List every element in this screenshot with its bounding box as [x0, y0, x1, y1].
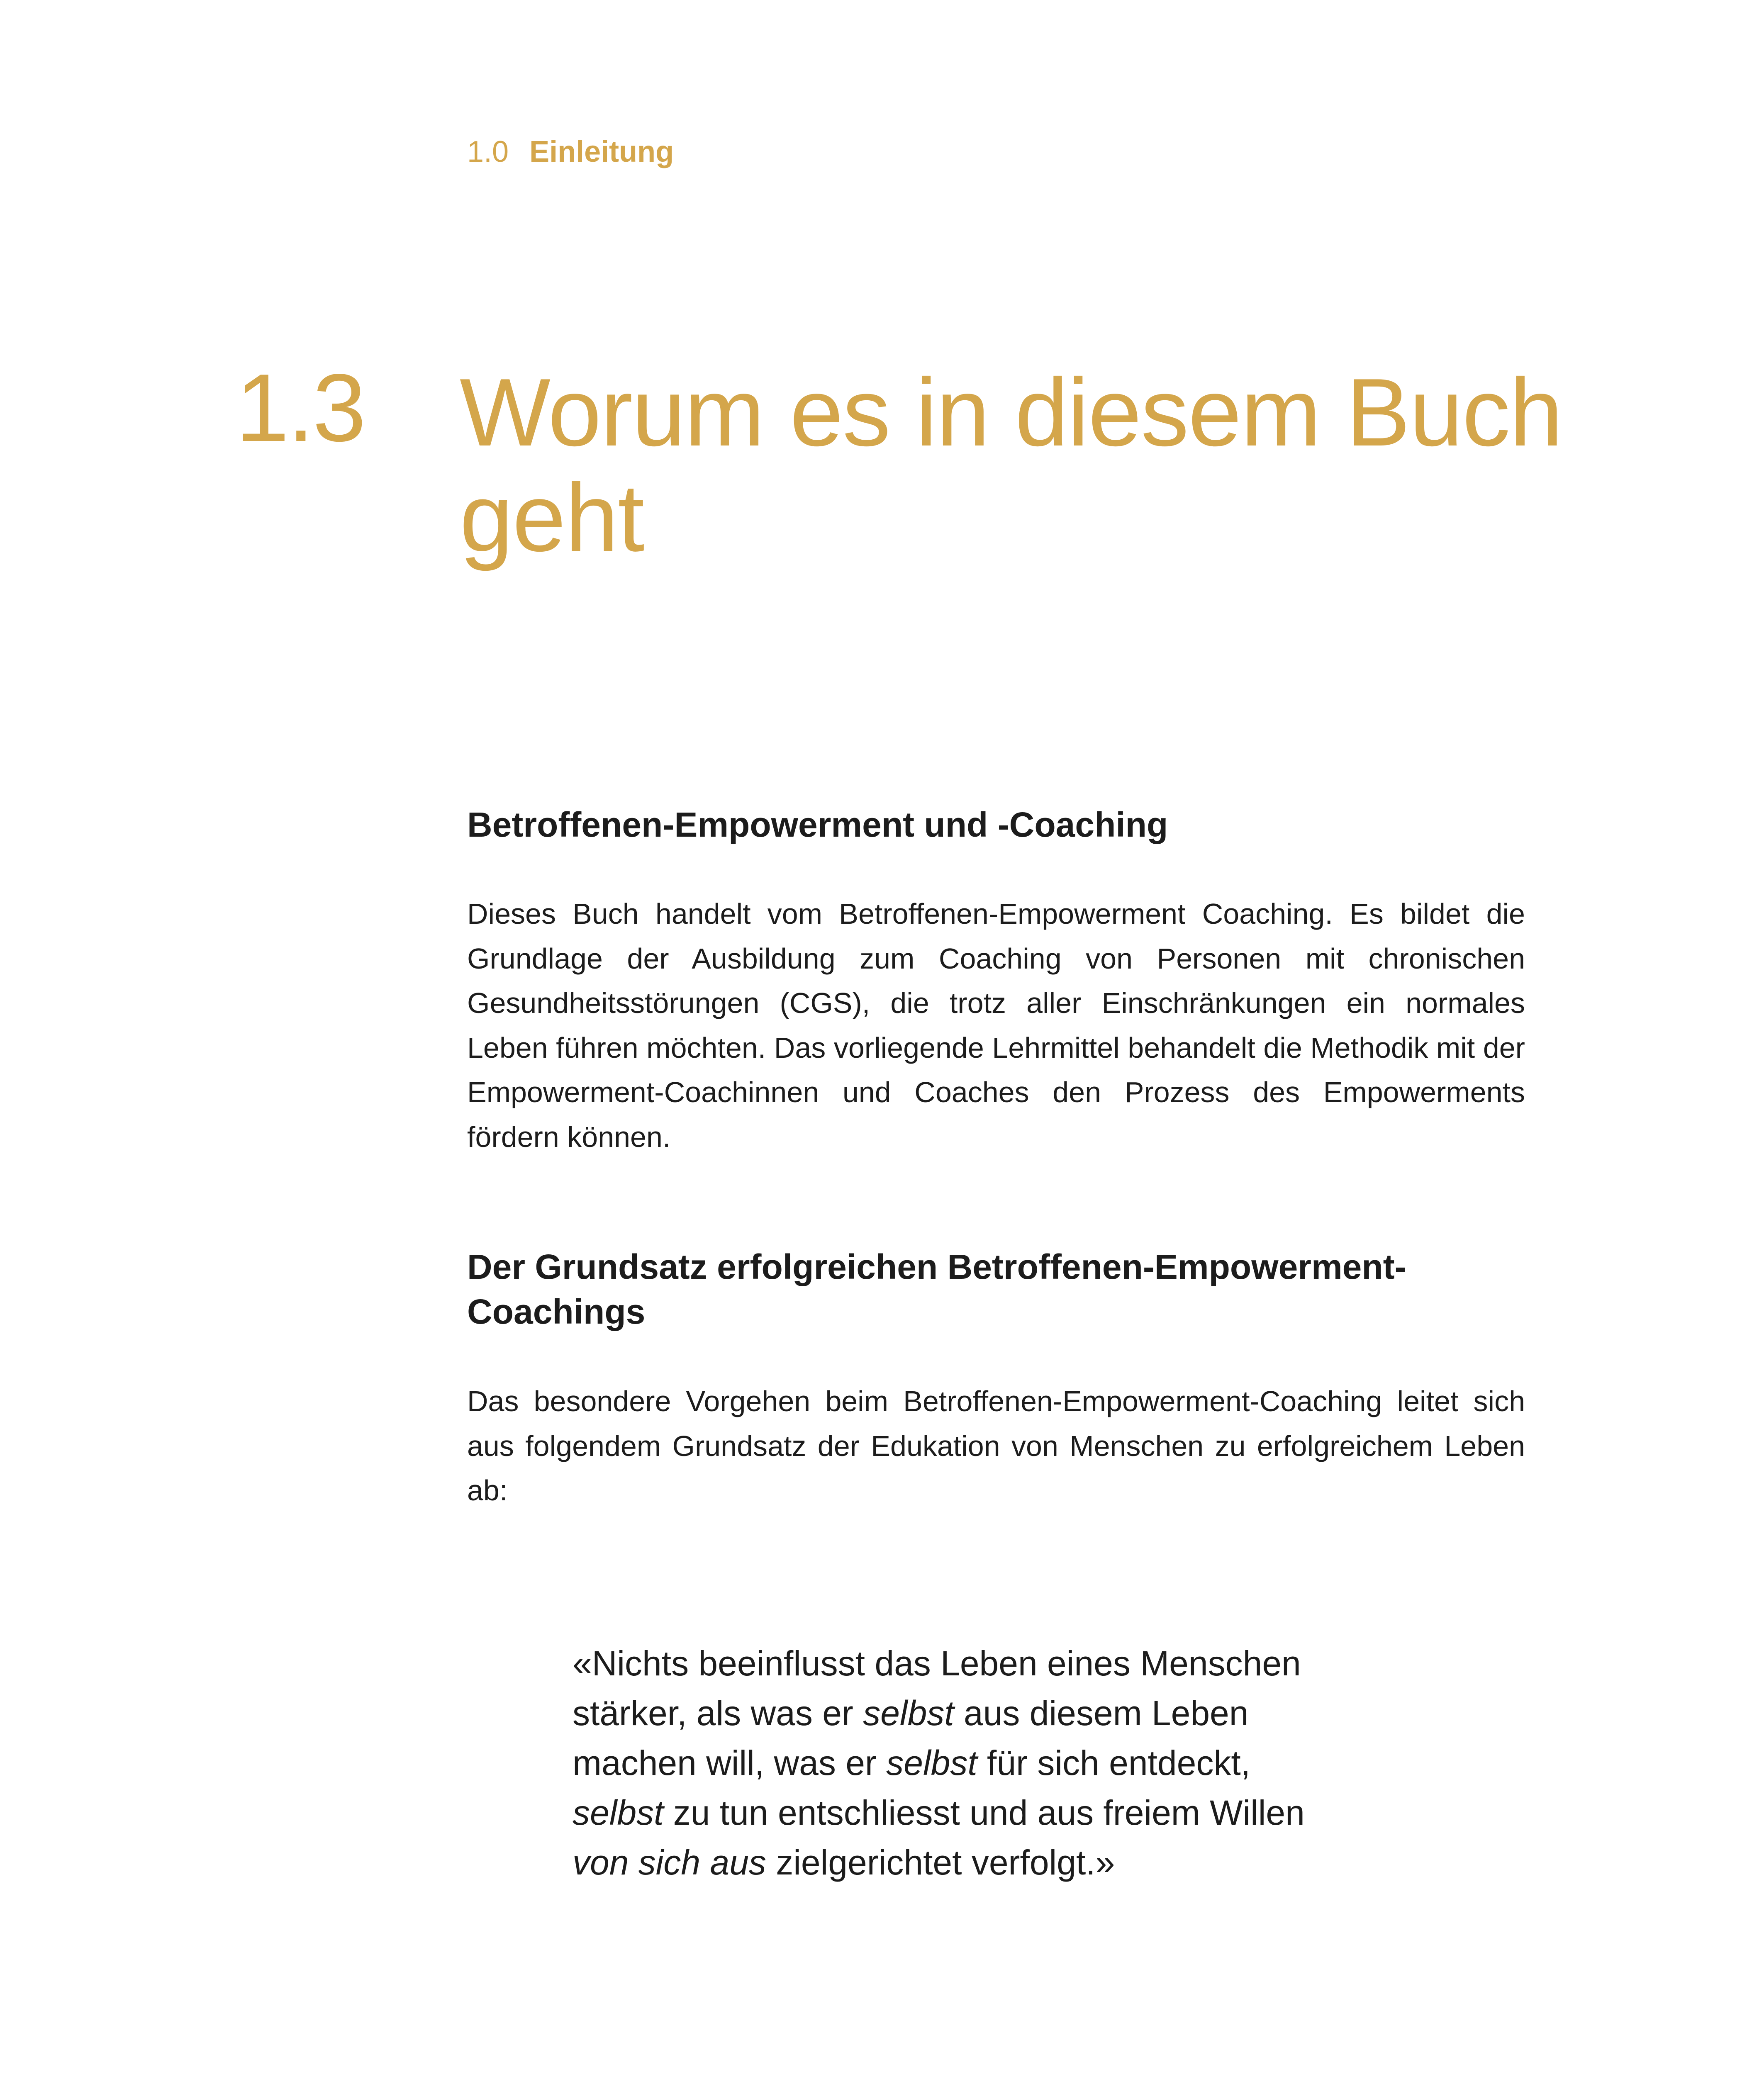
principle-quote — [573, 1638, 1402, 1887]
quote-line-4: selbst zu tun entschliesst und aus freiem Willen — [573, 1793, 1305, 1832]
quote-line-5: von sich aus zielgerichtet verfolgt.» — [573, 1843, 1115, 1882]
running-header — [467, 137, 674, 167]
chapter-title: Einleitung — [529, 135, 674, 168]
section-title: Worum es in diesem Buch geht — [460, 359, 1562, 572]
subsection-heading-grundsatz: Der Grundsatz erfolgreichen Betroffenen-Empowerment-Coachings — [467, 1247, 1406, 1331]
quote-line-1: «Nichts beeinflusst das Leben eines Menschen — [573, 1644, 1301, 1683]
paragraph-empowerment: Dieses Buch handelt vom Betroffenen-Empowerment Coaching. Es bildet die Grundlage der Ausbildung zum Coaching von Personen mit chronischen Gesundheitsstörungen (CGS), die trotz aller Einschränkungen ein normales Leben führen möchten. Das vorliegende Lehrmittel behandelt die Methodik mit der Empowerment-Coachinnen und Coaches den Prozess des Empowerments fördern können. — [467, 898, 1525, 1153]
quote-line-2: stärker, als was er selbst aus diesem Leben — [573, 1694, 1249, 1733]
section-number: 1.3 — [236, 354, 365, 462]
quote-line-3: machen will, was er selbst für sich entdeckt, — [573, 1743, 1250, 1782]
chapter-number: 1.0 — [467, 135, 509, 168]
subsection-heading-empowerment: Betroffenen-Empowerment und -Coaching — [467, 805, 1168, 844]
paragraph-grundsatz: Das besondere Vorgehen beim Betroffenen-Empowerment-Coaching leitet sich aus folgendem Grundsatz der Edukation von Menschen zu erfolgreichem Leben ab: — [467, 1385, 1525, 1507]
